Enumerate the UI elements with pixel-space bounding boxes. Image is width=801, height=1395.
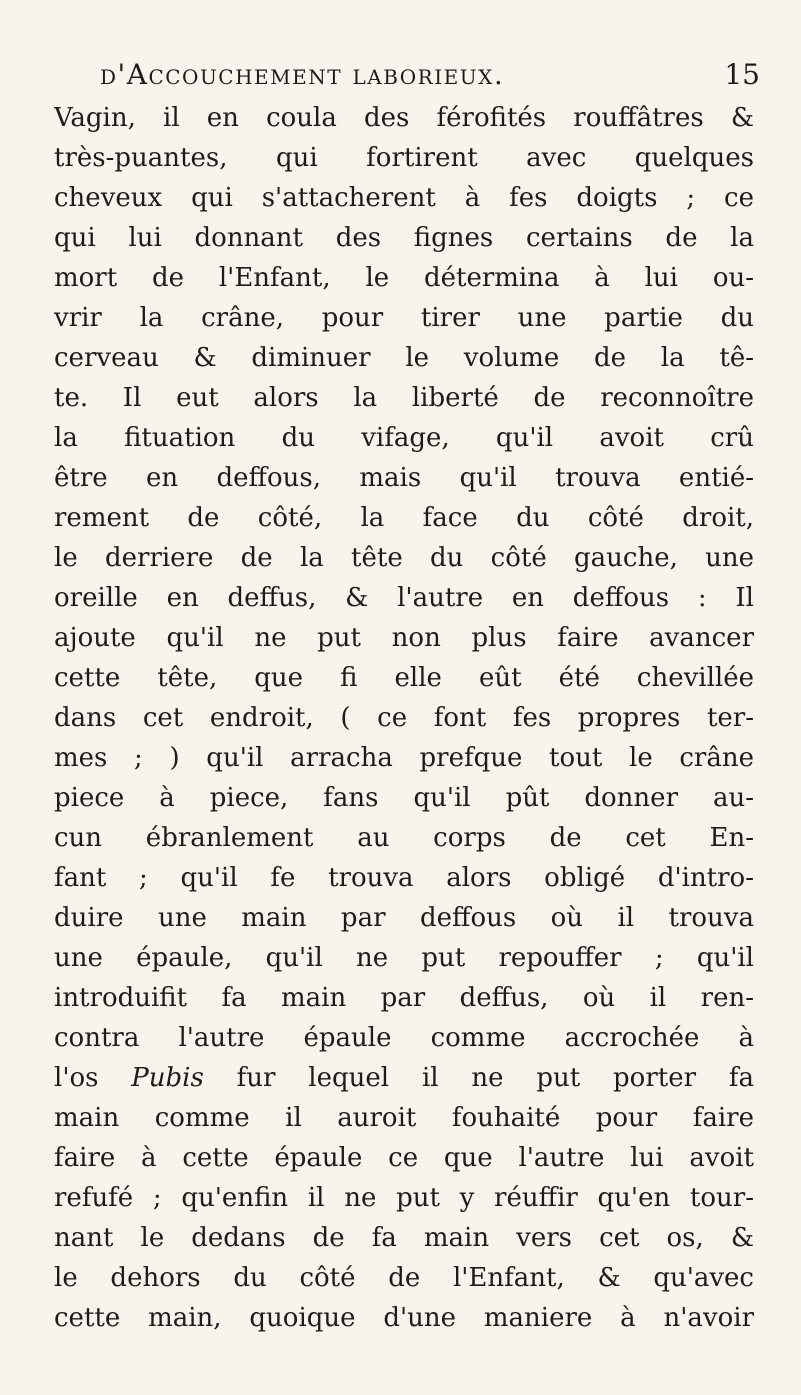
- page-number: 15: [724, 58, 760, 91]
- text-line: te. Il eut alors la liberté de reconnoître: [54, 383, 754, 413]
- text-line: cun ébranlement au corps de cet En-: [54, 823, 754, 853]
- text-line: être en deffous, mais qu'il trouva entié-: [54, 463, 754, 493]
- text-line: cheveux qui s'attacherent à fes doigts ; ce: [54, 183, 754, 213]
- text-line: très-puantes, qui fortirent avec quelques: [54, 143, 754, 173]
- text-line: oreille en deffus, & l'autre en deffous : Il: [54, 583, 754, 613]
- running-head: [100, 58, 760, 98]
- text-line: main comme il auroit fouhaité pour faire: [54, 1103, 754, 1133]
- text-line: nant le dedans de fa main vers cet os, &: [54, 1223, 754, 1253]
- text-line: mes ; ) qu'il arracha prefque tout le crâne: [54, 743, 754, 773]
- text-line: le dehors du côté de l'Enfant, & qu'avec: [54, 1263, 754, 1293]
- running-head-title: d'Accouchement laborieux.: [100, 58, 505, 91]
- text-line: l'os Pubis fur lequel il ne put porter fa: [54, 1063, 754, 1093]
- text-line: fant ; qu'il fe trouva alors obligé d'intro-: [54, 863, 754, 893]
- text-line: vrir la crâne, pour tirer une partie du: [54, 303, 754, 333]
- text-line: dans cet endroit, ( ce font fes propres ter-: [54, 703, 754, 733]
- text-line: cette main, quoique d'une maniere à n'avoir: [54, 1303, 754, 1333]
- text-line: introduifit fa main par deffus, où il ren-: [54, 983, 754, 1013]
- text-line: la fituation du vifage, qu'il avoit crû: [54, 423, 754, 453]
- text-line: Vagin, il en coula des férofités rouffâtres &: [54, 103, 754, 133]
- text-line: une épaule, qu'il ne put repouffer ; qu'il: [54, 943, 754, 973]
- text-line: rement de côté, la face du côté droit,: [54, 503, 754, 533]
- text-line: le derriere de la tête du côté gauche, une: [54, 543, 754, 573]
- text-line: cerveau & diminuer le volume de la tê-: [54, 343, 754, 373]
- text-line: refufé ; qu'enfin il ne put y réuffir qu'en tour-: [54, 1183, 754, 1213]
- text-line: qui lui donnant des fignes certains de la: [54, 223, 754, 253]
- text-line: faire à cette épaule ce que l'autre lui avoit: [54, 1143, 754, 1173]
- text-line: contra l'autre épaule comme accrochée à: [54, 1023, 754, 1053]
- text-line: mort de l'Enfant, le détermina à lui ou-: [54, 263, 754, 293]
- text-line: cette tête, que fi elle eût été chevillée: [54, 663, 754, 693]
- text-line: piece à piece, fans qu'il pût donner au-: [54, 783, 754, 813]
- text-line: duire une main par deffous où il trouva: [54, 903, 754, 933]
- text-line: ajoute qu'il ne put non plus faire avancer: [54, 623, 754, 653]
